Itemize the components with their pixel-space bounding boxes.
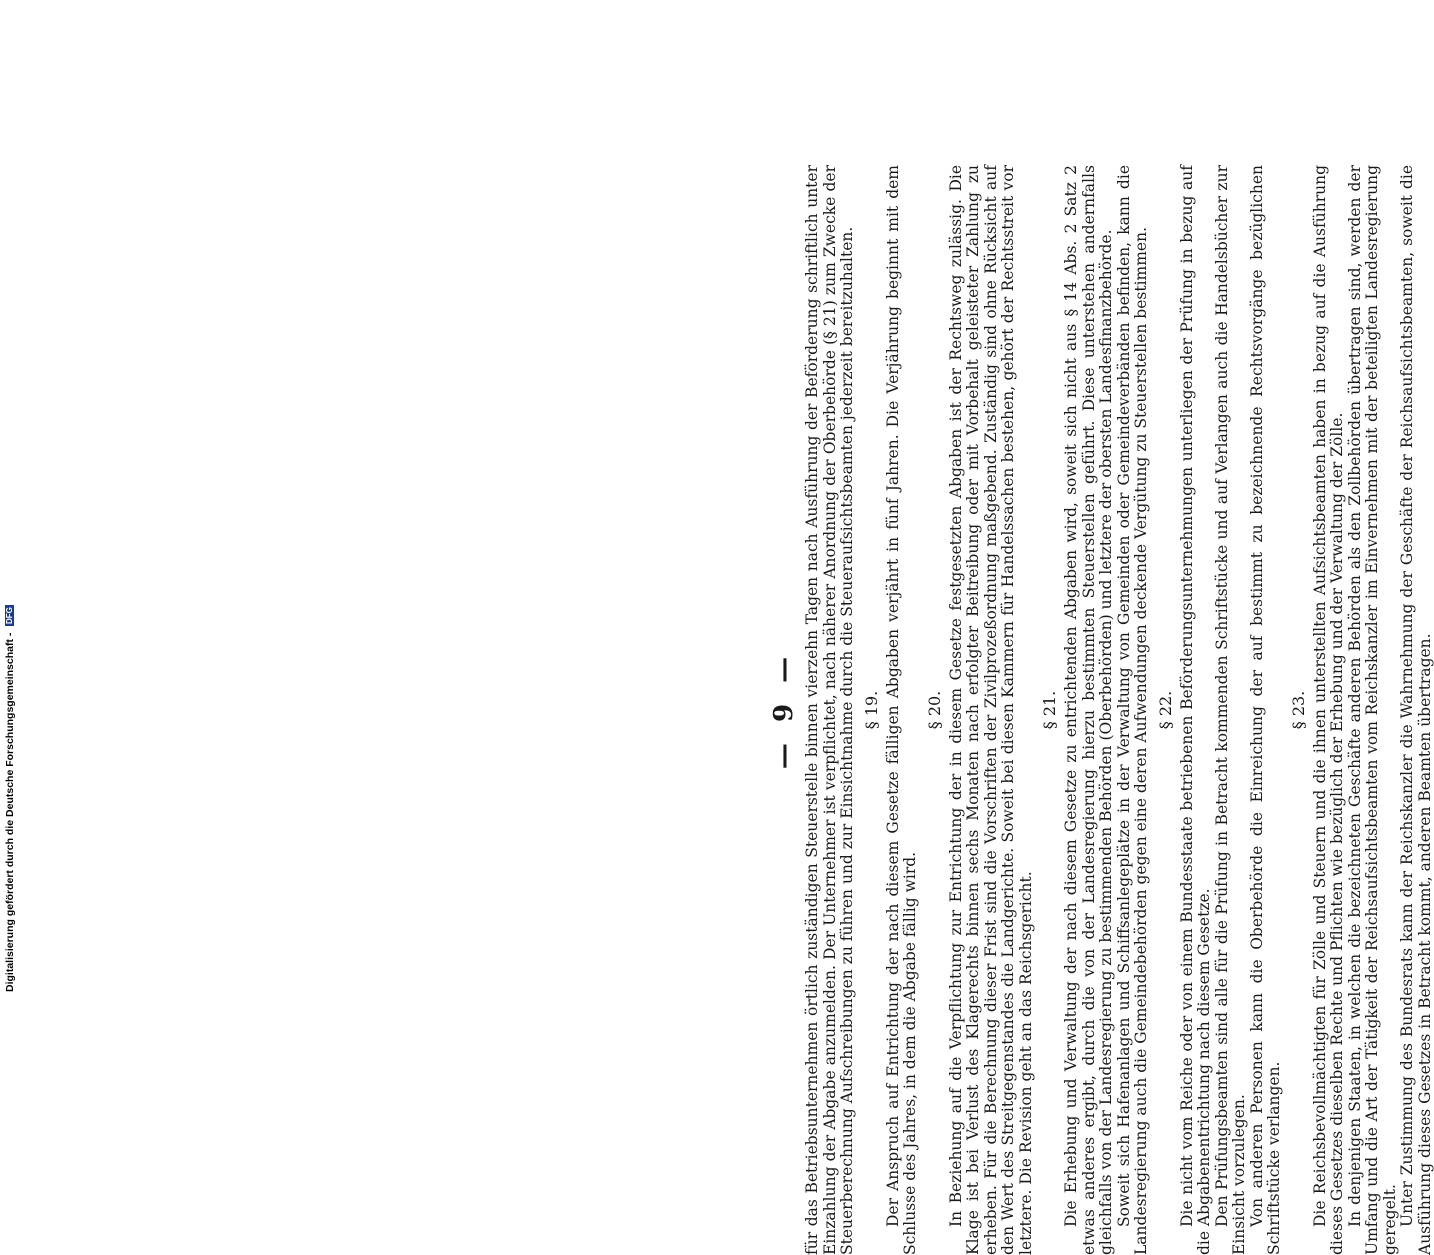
paragraph: Die Reichsbevollmächtigten für Zölle und Steuern und die ihnen unterstellten Aufsichtsbeamten haben in bezug auf die Ausführung dieses Gesetzes dieselben Rechte und Pflichten wie bezüglich der Erhebung und der Verwaltung der Zölle. [1310, 165, 1346, 1255]
rotated-page [140, 165, 1434, 1255]
section-heading: § 21. [1040, 690, 1059, 730]
page-text [769, 165, 1434, 1255]
section-heading: § 22. [1155, 690, 1175, 730]
paragraph: Der Anspruch auf Entrichtung der nach diesem Gesetze fälligen Abgaben verjährt in fünf Jahren. Die Verjährung beginnt mit dem Schlusse des Jahres, in dem die Abgabe fällig wird. [883, 165, 919, 1255]
paragraph: Soweit sich Hafenanlagen und Schiffsanlegeplätze in der Verwaltung von Gemeinden oder Gemeindeverbänden befinden, kann die Landesregierung auch die Gemeindebehörden gegen eine deren Aufwendungen deckende Vergütung zu Steuerstellen bestimmen. [1114, 165, 1150, 1255]
section-heading: § 19. [861, 690, 881, 730]
paragraph: Den Prüfungsbeamten sind alle für die Prüfung in Betracht kommenden Schriftstücke und auf Verlangen auch die Handelsbücher zur Einsicht vorzulegen. [1212, 165, 1248, 1255]
digitization-credit [4, 602, 20, 992]
paragraph: für das Betriebsunternehmen örtlich zuständigen Steuerstelle binnen vierzehn Tagen nach Ausführung der Beförderung schriftlich unter Einzahlung der Abgabe anzumelden. Der Unternehmer ist verpflichtet, nach näherer Anordnung der Oberbehörde (§ 21) zum Zwecke der Steuerberechnung Aufschreibungen zu führen und zur Einsichtnahme durch die Steueraufsichtsbeamten jederzeit bereitzuhalten. [803, 165, 856, 1255]
page-number: — 9 — [769, 650, 799, 770]
paragraph: In denjenigen Staaten, in welchen die bezeichneten Geschäfte anderen Behörden als den Zollbehörden übertragen sind, werden der Umfang und die Art der Tätigkeit der Reichsaufsichtsbeamten vom Reichskanzler im Einvernehmen mit der beteiligten Landesregierung geregelt. [1345, 165, 1399, 1255]
paragraph: In Beziehung auf die Verpflichtung zur Entrichtung der in diesem Gesetze festgesetzten Abgaben ist der Rechtsweg zulässig. Die Klage ist bei Verlust des Klagerechts binnen sechs Monaten nach erfolgter Beitreibung oder mit Vorbehalt geleisteter Zahlung zu erheben. Für die Berechnung dieser Frist sind die Vorschriften der Zivilprozeßordnung maßgebend. Zuständig sind ohne Rücksicht auf den Wert des Streitgegenstandes die Landgerichte. Soweit bei diesen Kammern für Handelssachen bestehen, gehört der Rechtsstreit vor letztere. Die Revision geht an das Reichsgericht. [946, 165, 1035, 1255]
section-heading: § 20. [924, 690, 944, 730]
paragraph: Von anderen Personen kann die Oberbehörde die Einreichung der auf bestimmt zu bezeichnende Rechtsvorgänge bezüglichen Schriftstücke verlangen. [1247, 165, 1283, 1255]
dfg-logo: DFG [5, 606, 14, 624]
paragraph: Unter Zustimmung des Bundesrats kann der Reichskanzler die Wahrnehmung der Geschäfte der Reichsaufsichtsbeamten, soweit die Ausführung dieses Gesetzes in Betracht kommt, anderen Beamten übertragen. [1398, 165, 1434, 1255]
paragraph: Die Erhebung und Verwaltung der nach diesem Gesetze zu entrichtenden Abgaben wird, soweit sich nicht aus § 14 Abs. 2 Satz 2 etwas anderes ergibt, durch die von der Landesregierung hierzu bestimmten Steuerstellen geführt. Diese unterstehen andernfalls gleichfalls von der Landesregierung zu bestimmenden Behörden (Oberbehörden) und letztere der obersten Landesfinanzbehörde. [1062, 165, 1115, 1255]
credit-text: Digitalisierung gefördert durch die Deutsche Forschungsgemeinschaft - [4, 632, 16, 992]
section-heading: § 23. [1288, 690, 1308, 730]
paragraph: Die nicht vom Reiche oder von einem Bundesstaate betriebenen Beförderungsunternehmungen unterliegen der Prüfung in bezug auf die Abgabenentrichtung nach diesem Gesetze. [1177, 165, 1213, 1255]
